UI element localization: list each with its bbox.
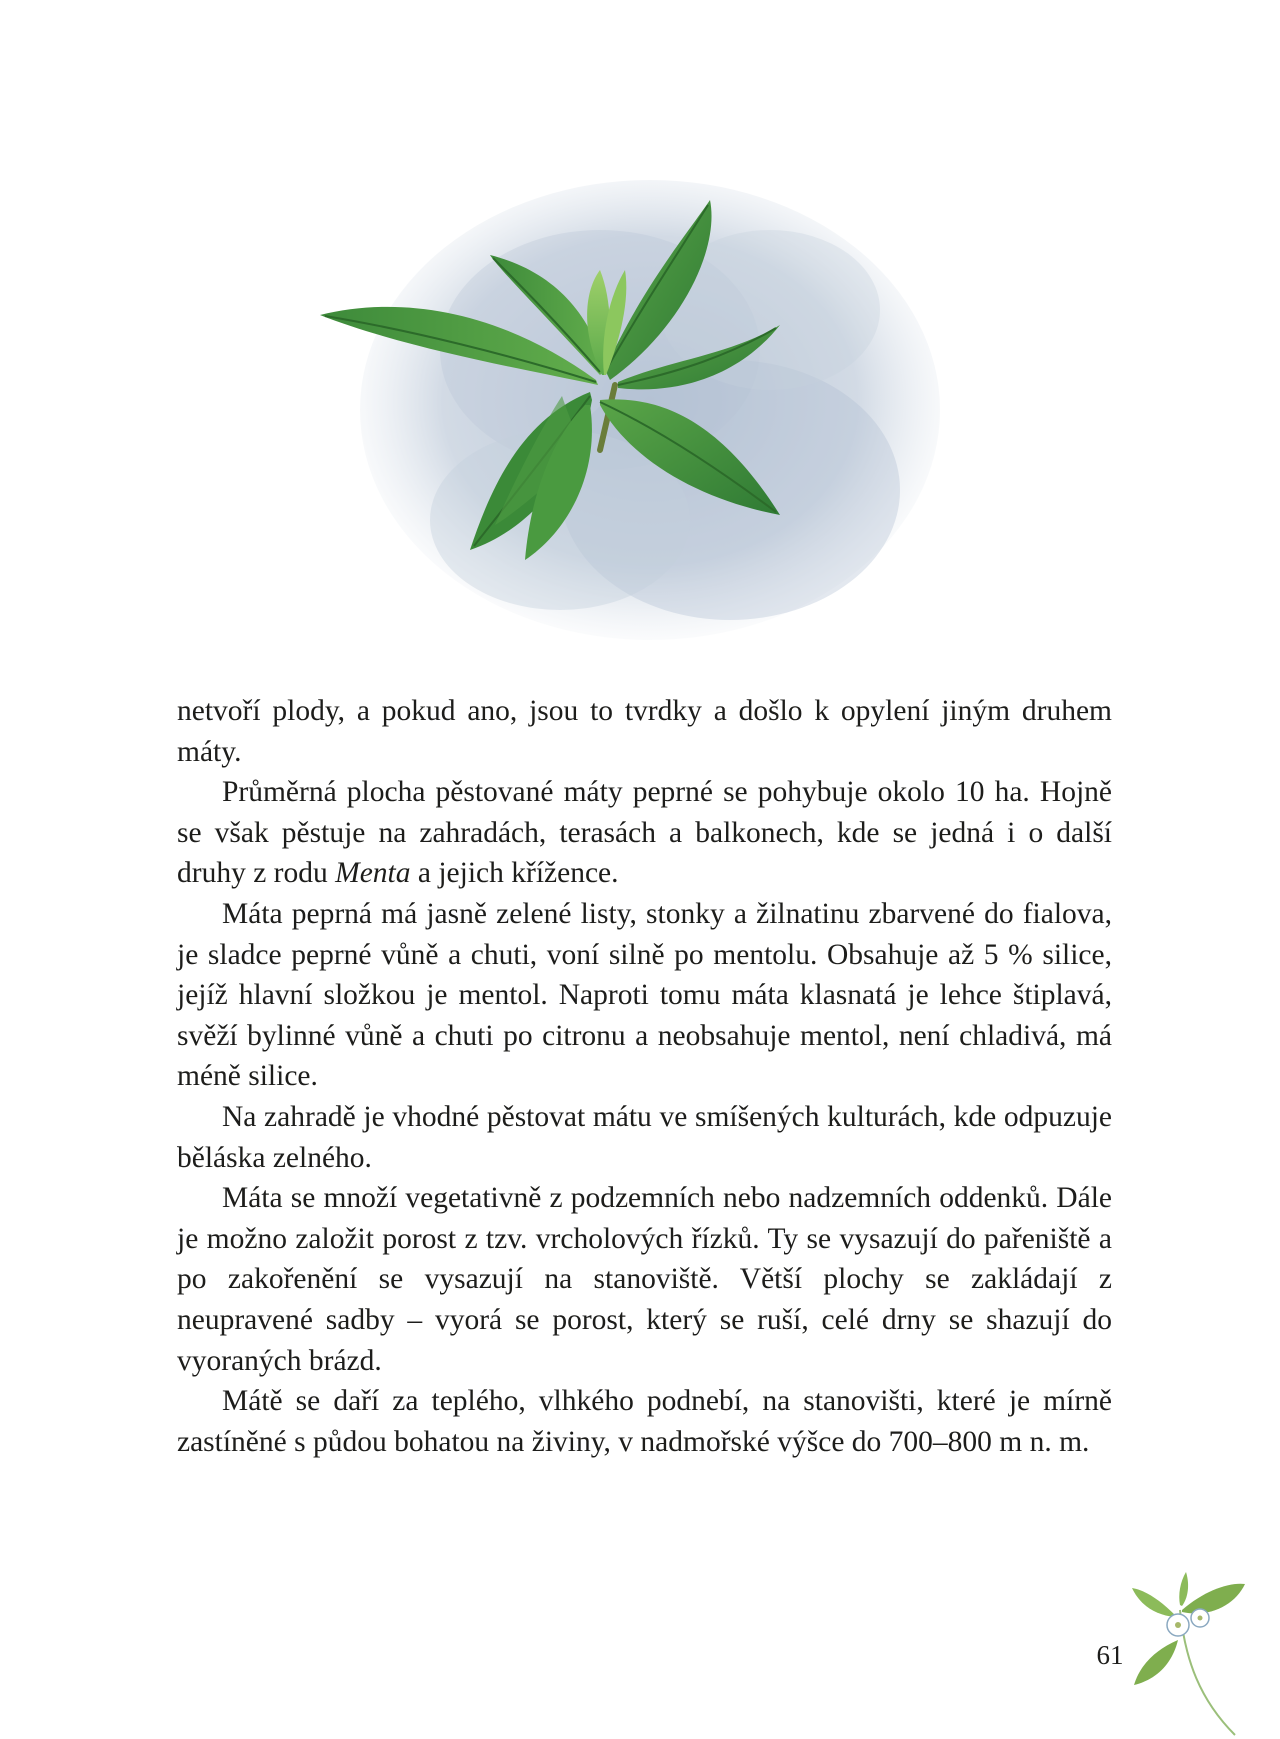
paragraph: Mátě se daří za teplého, vlhkého podnebí, na stanovišti, které je mírně zastíněné s půdou bohatou na živiny, v nadmořské výšce do 700–800 m n. m. — [177, 1385, 1112, 1458]
paragraph: Máta se množí vegetativně z podzemních nebo nadzemních oddenků. Dále je možno založit porost z tzv. vrcholových řízků. Ty se vysazují do pařeniště a po zakořenění se vysazují na stanoviště. Větší plochy se zakládají z neupravené sadby – vyorá se porost, který se ruší, celé drny se shazují do vyoraných brázd. — [177, 1182, 1112, 1377]
paragraph: Na zahradě je vhodné pěstovat mátu ve smíšených kulturách, kde odpuzuje běláska zelného. — [177, 1100, 1112, 1174]
genus-name: Menta — [335, 857, 411, 890]
peppermint-sprig-illustration — [300, 160, 1000, 680]
page-number: 61 — [1096, 1640, 1124, 1670]
paragraph: Máta peprná má jasně zelené listy, stonky a žilnatinu zbarvené do fialova, je sladce peprné vůně a chuti, voní silně po mentolu. Obsahuje až 5 % silice, jejíž hlavní složkou je mentol. Naproti tomu máta klasnatá je lehce štiplavá, svěží bylinné vůně a chuti po citronu a neobsahuje mentol, není chladivá, má méně silice. — [177, 897, 1112, 1093]
body-text — [177, 691, 1112, 1462]
paragraph: Průměrná plocha pěstované máty peprné se pohybuje okolo 10 ha. Hojně se však pěstuje na zahradách, terasách a balkonech, kde se jedná i o další druhy z rodu Menta a jejich křížence. — [177, 776, 1112, 890]
paragraph: netvoří plody, a pokud ano, jsou to tvrdky a došlo k opylení jiným druhem máty. — [177, 695, 1112, 768]
